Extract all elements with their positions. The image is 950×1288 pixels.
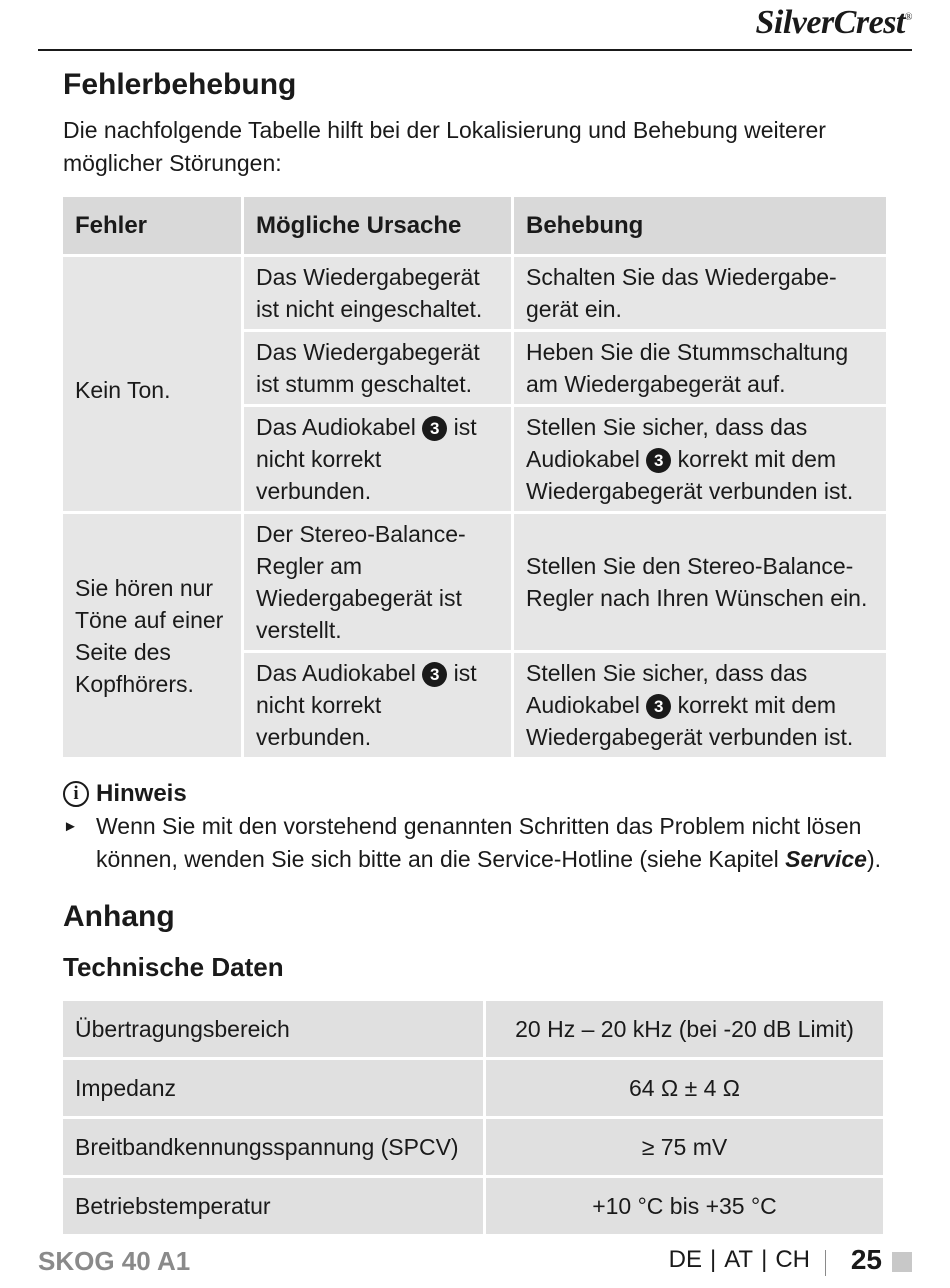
model-name: SKOG 40 A1	[38, 1246, 191, 1276]
troubleshooting-table	[60, 194, 889, 760]
remedy-cell	[514, 407, 886, 511]
fault-cell: Kein Ton.	[63, 257, 241, 511]
table-row	[63, 257, 886, 329]
page-footer	[38, 1244, 912, 1280]
column-header-fault: Fehler	[63, 197, 241, 254]
cause-cell	[244, 653, 511, 757]
table-row	[63, 1119, 883, 1175]
spec-label: Betriebstemperatur	[63, 1178, 483, 1234]
table-row	[63, 1001, 883, 1057]
cause-cell	[244, 407, 511, 511]
header-rule	[38, 49, 912, 51]
part-number-badge: 3	[422, 662, 447, 687]
page-marker	[892, 1252, 912, 1272]
page-number: 25	[850, 1244, 882, 1275]
lang-separator: |	[709, 1246, 717, 1273]
table-row	[63, 1178, 883, 1234]
hint-heading	[63, 778, 886, 810]
section-title-appendix: Anhang	[63, 900, 175, 933]
lang-at: AT	[724, 1246, 754, 1273]
table-header-row	[63, 197, 886, 254]
intro-text: Die nachfolgende Tabelle hilft bei der Lokalisierung und Behebung weiterer möglicher Störungen:	[63, 117, 826, 176]
remedy-cell: Stellen Sie den Stereo-Balance-Regler nach Ihren Wünschen ein.	[514, 514, 886, 650]
bullet-arrow-icon: ►	[63, 818, 78, 835]
language-codes	[669, 1246, 810, 1274]
hint-text-end: ).	[866, 846, 882, 872]
hint-box	[63, 778, 886, 876]
hint-text-wrap	[96, 810, 886, 876]
lang-ch: CH	[775, 1246, 810, 1273]
remedy-text-end: korrekt mit dem Wiedergabegerät verbunden ist.	[526, 446, 854, 504]
hint-body	[63, 810, 886, 876]
remedy-cell	[514, 653, 886, 757]
registered-mark: ®	[904, 12, 912, 23]
column-header-cause: Mögliche Ursache	[244, 197, 511, 254]
spec-value: 20 Hz – 20 kHz (bei -20 dB Limit)	[486, 1001, 883, 1057]
part-number-badge: 3	[646, 448, 671, 473]
service-chapter-reference: Service	[785, 846, 867, 872]
cause-text-start: Das Audiokabel	[256, 660, 416, 686]
subsection-title-tech-data: Technische Daten	[63, 952, 284, 982]
cause-text-start: Das Audiokabel	[256, 414, 416, 440]
cause-text-end: ist nicht korrekt verbunden.	[256, 414, 477, 504]
spec-label: Übertragungsbereich	[63, 1001, 483, 1057]
page-content	[63, 66, 886, 1237]
spec-value: ≥ 75 mV	[486, 1119, 883, 1175]
cause-cell: Das Wiedergabegerät ist stumm geschaltet.	[244, 332, 511, 404]
remedy-cell: Schalten Sie das Wiedergabegerät ein.	[514, 257, 886, 329]
cause-cell: Das Wiedergabegerät ist nicht eingeschaltet.	[244, 257, 511, 329]
footer-divider	[825, 1250, 826, 1276]
info-icon: i	[63, 781, 89, 807]
table-row	[63, 514, 886, 650]
part-number-badge: 3	[646, 694, 671, 719]
remedy-text-start: Stellen Sie sicher, dass das Audiokabel	[526, 660, 808, 718]
spec-value: 64 Ω ± 4 Ω	[486, 1060, 883, 1116]
brand-name: SilverCrest	[755, 4, 905, 41]
hint-text: Wenn Sie mit den vorstehend genannten Schritten das Problem nicht lösen können, wenden Sie sich bitte an die Service-Hotline (siehe Kapitel	[96, 813, 862, 872]
remedy-cell: Heben Sie die Stummschaltung am Wiedergabegerät auf.	[514, 332, 886, 404]
brand-logo	[755, 4, 912, 42]
spec-label: Breitbandkennungsspannung (SPCV)	[63, 1119, 483, 1175]
hint-title: Hinweis	[96, 780, 187, 807]
cause-cell: Der Stereo-Balance-Regler am Wiedergabegerät ist verstellt.	[244, 514, 511, 650]
section-title-troubleshooting: Fehlerbehebung	[63, 68, 297, 101]
lang-separator: |	[761, 1246, 768, 1273]
spec-label: Impedanz	[63, 1060, 483, 1116]
part-number-badge: 3	[422, 416, 447, 441]
table-row	[63, 1060, 883, 1116]
remedy-text-end: korrekt mit dem Wiedergabegerät verbunden ist.	[526, 692, 854, 750]
column-header-remedy: Behebung	[514, 197, 886, 254]
cause-text-end: ist nicht korrekt verbunden.	[256, 660, 477, 750]
tech-data-table	[60, 998, 886, 1237]
lang-de: DE	[668, 1246, 702, 1273]
remedy-text-start: Stellen Sie sicher, dass das Audiokabel	[526, 414, 808, 472]
fault-cell: Sie hören nur Töne auf einer Seite des Kopfhörers.	[63, 514, 241, 757]
spec-value: +10 °C bis +35 °C	[486, 1178, 883, 1234]
